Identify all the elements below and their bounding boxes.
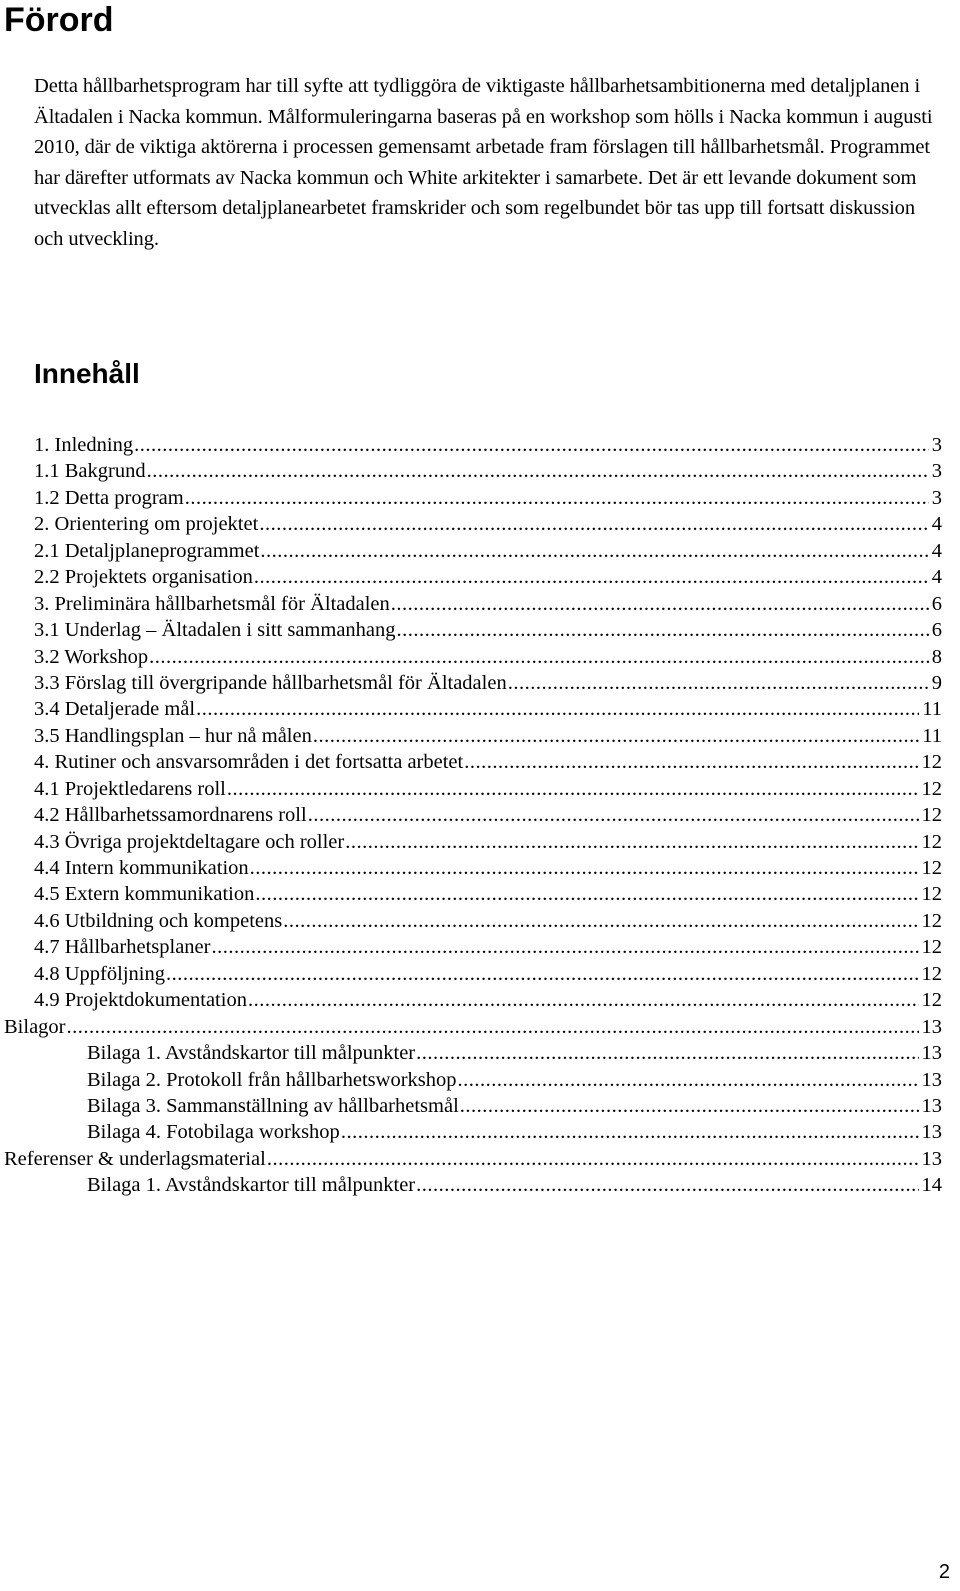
toc-row bbox=[34, 908, 942, 934]
toc-row bbox=[87, 1067, 942, 1093]
toc-dot-leader bbox=[267, 1146, 919, 1172]
toc-entry-page: 13 bbox=[921, 1121, 942, 1144]
toc-row bbox=[34, 881, 942, 907]
toc-entry-title: 4.8 Uppföljning bbox=[34, 962, 165, 985]
toc-dot-leader bbox=[134, 432, 929, 458]
toc-dot-leader bbox=[149, 644, 929, 670]
toc-row bbox=[34, 644, 942, 670]
toc-entry-page: 13 bbox=[921, 1042, 942, 1065]
toc-dot-leader bbox=[147, 458, 929, 484]
toc-entry[interactable] bbox=[0, 1040, 960, 1066]
toc-entry-title: 4.6 Utbildning och kompetens bbox=[34, 909, 283, 932]
toc-dot-leader bbox=[250, 855, 919, 881]
table-of-contents bbox=[0, 432, 960, 1199]
toc-row bbox=[34, 961, 942, 987]
toc-entry-page: 4 bbox=[931, 539, 942, 562]
toc-entry-title: Bilaga 1. Avståndskartor till målpunkter bbox=[87, 1174, 416, 1197]
toc-entry[interactable] bbox=[0, 644, 960, 670]
page-number: 2 bbox=[938, 1561, 950, 1583]
toc-dot-leader bbox=[166, 961, 919, 987]
toc-entry-title: 4.3 Övriga projektdeltagare och roller bbox=[34, 830, 345, 853]
toc-dot-leader bbox=[248, 987, 919, 1013]
toc-entry[interactable] bbox=[0, 829, 960, 855]
toc-entry-title: 4.9 Projektdokumentation bbox=[34, 989, 247, 1012]
toc-entry-title: 4.4 Intern kommunikation bbox=[34, 857, 249, 879]
toc-dot-leader bbox=[391, 591, 929, 617]
toc-entry[interactable] bbox=[0, 1119, 960, 1145]
toc-entry-title: 4.1 Projektledarens roll bbox=[34, 777, 226, 800]
toc-dot-leader bbox=[67, 1014, 919, 1040]
toc-entry-page: 3 bbox=[931, 460, 942, 483]
intro-paragraph: Detta hållbarhetsprogram har till syfte att tydliggöra de viktigaste hållbarhetsambitionerna med detaljplanen i Ältadalen i Nacka kommun. Målformuleringarna baseras på en workshop som hölls i Nacka kommun i augusti 2010, där de viktiga aktörerna i processen gemensamt arbetade fram förslagen till hållbarhetsmål. Programmet har därefter utformats av Nacka kommun och White arkitekter i samarbete. Det är ett levande dokument som utvecklas allt eftersom detaljplanearbetet framskrider och som regelbundet bör tas upp till fortsatt diskussion och utveckling. bbox=[34, 75, 933, 250]
toc-entry[interactable] bbox=[0, 776, 960, 802]
toc-dot-leader bbox=[416, 1040, 918, 1066]
toc-entry-title: 2. Orientering om projektet bbox=[34, 513, 259, 536]
toc-row bbox=[34, 591, 942, 617]
toc-entry-page: 14 bbox=[921, 1174, 942, 1197]
toc-row bbox=[34, 987, 942, 1013]
toc-entry[interactable] bbox=[0, 591, 960, 617]
toc-row bbox=[34, 749, 942, 775]
toc-entry-page: 11 bbox=[922, 698, 942, 721]
toc-entry-title: 3.2 Workshop bbox=[34, 645, 149, 668]
toc-entry-title: Bilaga 1. Avståndskartor till målpunkter bbox=[87, 1042, 416, 1065]
toc-row bbox=[34, 458, 942, 484]
toc-dot-leader bbox=[508, 670, 929, 696]
toc-entry-title: 2.1 Detaljplaneprogrammet bbox=[34, 539, 260, 562]
toc-entry[interactable] bbox=[0, 961, 960, 987]
toc-dot-leader bbox=[464, 749, 918, 775]
toc-entry[interactable] bbox=[0, 670, 960, 696]
toc-entry-page: 12 bbox=[921, 989, 942, 1012]
toc-row bbox=[34, 696, 942, 722]
toc-entry-page: 12 bbox=[921, 883, 942, 906]
toc-dot-leader bbox=[227, 776, 919, 802]
toc-entry-page: 12 bbox=[921, 751, 942, 774]
toc-entry-page: 12 bbox=[921, 777, 942, 800]
toc-entry[interactable] bbox=[0, 1014, 960, 1040]
toc-entry-page: 3 bbox=[931, 486, 942, 509]
toc-entry[interactable] bbox=[0, 908, 960, 934]
toc-entry-page: 12 bbox=[921, 962, 942, 985]
toc-row bbox=[34, 934, 942, 960]
toc-row bbox=[34, 432, 942, 458]
toc-entry[interactable] bbox=[0, 538, 960, 564]
toc-entry-title: Bilaga 3. Sammanställning av hållbarhetsmål bbox=[87, 1094, 459, 1117]
toc-dot-leader bbox=[416, 1172, 918, 1198]
toc-entry[interactable] bbox=[0, 1172, 960, 1198]
toc-row bbox=[34, 723, 942, 749]
toc-dot-leader bbox=[341, 1119, 919, 1145]
toc-entry[interactable] bbox=[0, 881, 960, 907]
toc-entry-page: 4 bbox=[931, 566, 942, 589]
toc-row bbox=[4, 1146, 942, 1172]
toc-entry-title: 3.5 Handlingsplan – hur nå målen bbox=[34, 724, 312, 747]
toc-entry[interactable] bbox=[0, 432, 960, 458]
toc-entry-title: 4.2 Hållbarhetssamordnarens roll bbox=[34, 804, 307, 827]
toc-row bbox=[34, 617, 942, 643]
toc-dot-leader bbox=[345, 829, 918, 855]
toc-dot-leader bbox=[254, 564, 929, 590]
toc-entry-page: 13 bbox=[921, 1015, 942, 1038]
toc-entry[interactable] bbox=[0, 987, 960, 1013]
toc-entry-page: 6 bbox=[931, 592, 942, 615]
toc-entry-page: 12 bbox=[921, 909, 942, 932]
toc-entry[interactable] bbox=[0, 485, 960, 511]
toc-dot-leader bbox=[397, 617, 929, 643]
toc-entry-title: 4.5 Extern kommunikation bbox=[34, 883, 255, 906]
toc-entry-page: 8 bbox=[931, 645, 942, 668]
toc-dot-leader bbox=[313, 723, 919, 749]
page-title: Förord bbox=[4, 1, 114, 39]
toc-entry-title: Referenser & underlagsmaterial bbox=[4, 1147, 266, 1170]
toc-entry[interactable] bbox=[0, 511, 960, 537]
toc-entry[interactable] bbox=[0, 749, 960, 775]
toc-entry[interactable] bbox=[0, 855, 960, 881]
toc-entry-title: 3.1 Underlag – Ältadalen i sitt sammanhang bbox=[34, 619, 396, 642]
toc-row bbox=[87, 1172, 942, 1198]
toc-entry[interactable] bbox=[0, 564, 960, 590]
toc-dot-leader bbox=[211, 934, 918, 960]
toc-entry[interactable] bbox=[0, 696, 960, 722]
toc-dot-leader bbox=[255, 881, 918, 907]
toc-row bbox=[34, 485, 942, 511]
toc-entry[interactable] bbox=[0, 1146, 960, 1172]
toc-row bbox=[34, 511, 942, 537]
toc-entry-title: 2.2 Projektets organisation bbox=[34, 566, 253, 589]
toc-entry-title: Bilaga 2. Protokoll från hållbarhetsworkshop bbox=[87, 1068, 457, 1091]
toc-row bbox=[87, 1119, 942, 1145]
toc-entry-page: 12 bbox=[921, 936, 942, 959]
toc-entry[interactable] bbox=[0, 1093, 960, 1119]
toc-entry-title: 4. Rutiner och ansvarsområden i det fortsatta arbetet bbox=[34, 751, 464, 774]
toc-dot-leader bbox=[308, 802, 919, 828]
toc-entry-title: 3. Preliminära hållbarhetsmål för Ältadalen bbox=[34, 592, 390, 615]
toc-row bbox=[4, 1014, 942, 1040]
toc-entry-page: 12 bbox=[921, 830, 942, 853]
toc-entry-page: 4 bbox=[931, 513, 942, 536]
toc-entry[interactable] bbox=[0, 723, 960, 749]
toc-entry[interactable] bbox=[0, 1067, 960, 1093]
toc-dot-leader bbox=[283, 908, 918, 934]
toc-entry-page: 3 bbox=[931, 434, 942, 456]
toc-dot-leader bbox=[458, 1067, 919, 1093]
toc-entry-title: 1. Inledning bbox=[34, 434, 134, 456]
toc-row bbox=[34, 829, 942, 855]
toc-entry-page: 6 bbox=[931, 619, 942, 642]
toc-row bbox=[34, 776, 942, 802]
toc-entry-page: 13 bbox=[921, 1094, 942, 1117]
toc-entry-page: 13 bbox=[921, 1147, 942, 1170]
toc-row bbox=[34, 670, 942, 696]
toc-entry-page: 9 bbox=[931, 671, 942, 694]
toc-entry[interactable] bbox=[0, 458, 960, 484]
toc-entry-page: 11 bbox=[922, 724, 942, 747]
toc-row bbox=[87, 1040, 942, 1066]
toc-row bbox=[87, 1093, 942, 1119]
toc-dot-leader bbox=[259, 511, 928, 537]
toc-entry-title: Bilaga 4. Fotobilaga workshop bbox=[87, 1121, 340, 1144]
toc-entry-title: 3.4 Detaljerade mål bbox=[34, 698, 196, 721]
toc-row bbox=[34, 855, 942, 881]
toc-entry-title: 4.7 Hållbarhetsplaner bbox=[34, 936, 211, 959]
toc-entry[interactable] bbox=[0, 802, 960, 828]
toc-row bbox=[34, 802, 942, 828]
toc-heading: Innehåll bbox=[34, 358, 140, 389]
toc-entry-page: 13 bbox=[921, 1068, 942, 1091]
toc-dot-leader bbox=[185, 485, 929, 511]
toc-dot-leader bbox=[196, 696, 919, 722]
toc-entry-title: 3.3 Förslag till övergripande hållbarhetsmål för Ältadalen bbox=[34, 671, 507, 694]
toc-entry-page: 12 bbox=[921, 857, 942, 879]
toc-entry[interactable] bbox=[0, 617, 960, 643]
toc-dot-leader bbox=[260, 538, 928, 564]
toc-entry[interactable] bbox=[0, 934, 960, 960]
toc-entry-page: 12 bbox=[921, 804, 942, 827]
toc-dot-leader bbox=[460, 1093, 919, 1119]
toc-row bbox=[34, 564, 942, 590]
toc-entry-title: 1.1 Bakgrund bbox=[34, 460, 146, 483]
toc-entry-title: Bilagor bbox=[4, 1015, 66, 1038]
toc-entry-title: 1.2 Detta program bbox=[34, 486, 184, 509]
toc-row bbox=[34, 538, 942, 564]
